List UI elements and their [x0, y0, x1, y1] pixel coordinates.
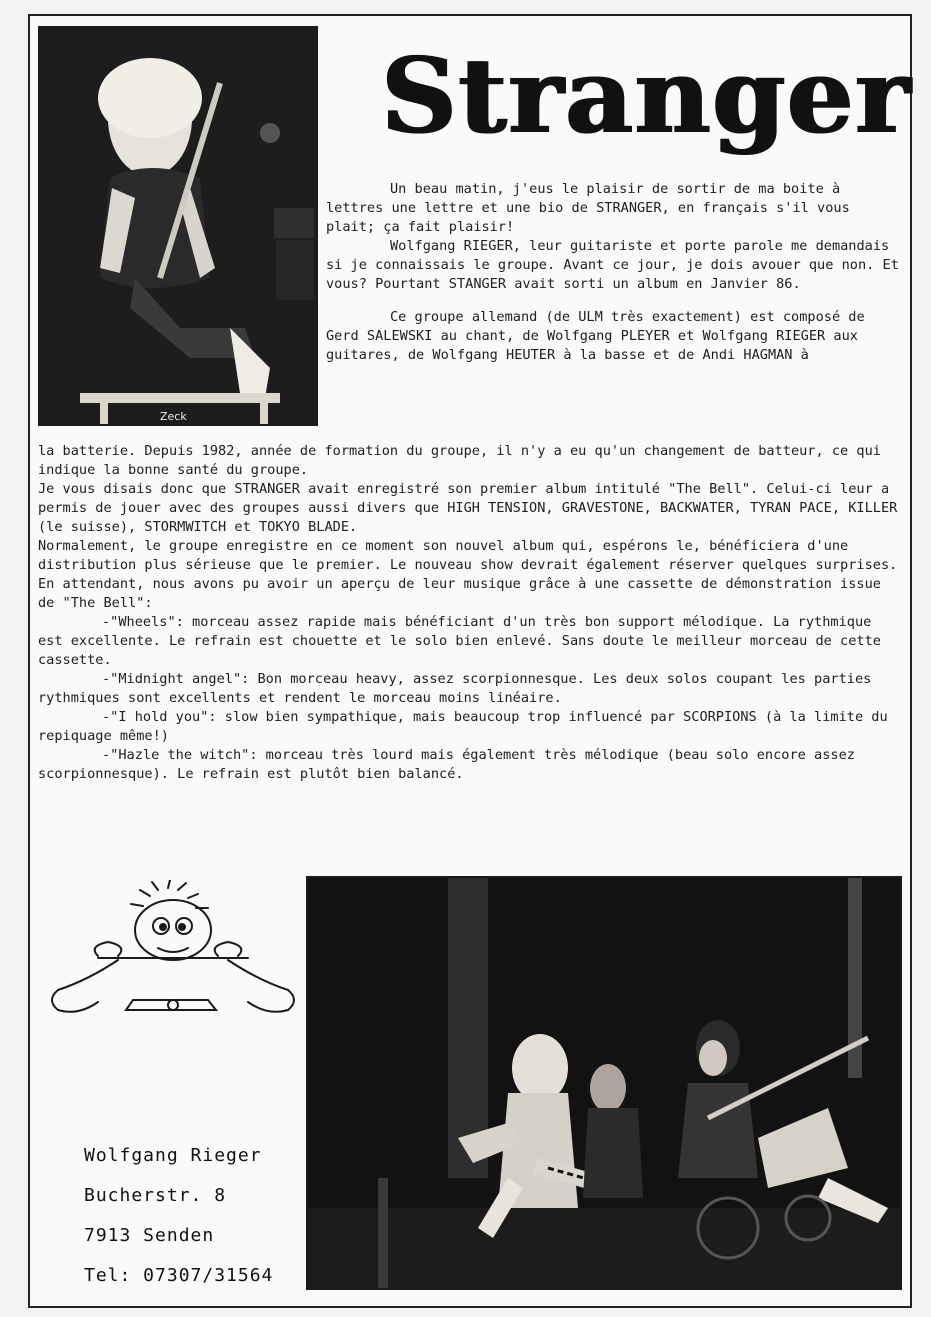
- body-paragraph-3: Normalement, le groupe enregistre en ce moment son nouvel album qui, espérons le, bénéficiera d'une distribution plus sérieuse que le premier. Le nouveau show devrait également réserver quelques surprises.: [38, 538, 898, 573]
- intro-paragraph-1: Un beau matin, j'eus le plaisir de sortir de ma boite à lettres une lettre et une bio de STRANGER, en français s'il vous plait; ça fait plaisir!: [326, 181, 850, 235]
- track-midnight-angel: -"Midnight angel": Bon morceau heavy, assez scorpionnesque. Les deux solos coupant les parties rythmiques sont excellents et rendent le morceau moins linéaire.: [38, 671, 872, 706]
- contact-city: 7913 Senden: [84, 1225, 215, 1246]
- contact-street: Bucherstr. 8: [84, 1185, 227, 1206]
- intro-text: [326, 180, 904, 365]
- intro-paragraph-3: Ce groupe allemand (de ULM très exactement) est composé de Gerd SALEWSKI au chant, de Wolfgang PLEYER et Wolfgang RIEGER aux guitares, de Wolfgang HEUTER à la basse et de Andi HAGMAN à: [326, 309, 865, 363]
- guitarist-photo: [38, 26, 318, 426]
- body-paragraph-4: En attendant, nous avons pu avoir un aperçu de leur musique grâce à une cassette de démonstration issue de "The Bell":: [38, 576, 881, 611]
- contact-phone: Tel: 07307/31564: [84, 1265, 274, 1286]
- cartoon-drawing: [38, 880, 300, 1040]
- track-wheels: -"Wheels": morceau assez rapide mais bénéficiant d'un très bon support mélodique. La rythmique est excellente. Le refrain est chouette et le solo bien enlevé. Sans doute le meilleur morceau de cette cassette.: [38, 614, 881, 668]
- body-paragraph-2: Je vous disais donc que STRANGER avait enregistré son premier album intitulé "The Bell". Celui-ci leur a permis de jouer avec des groupes aussi divers que HIGH TENSION, GRAVESTONE, BACKWATER, TYRAN PACE, KILLER (le suisse), STORMWITCH et TOKYO BLADE.: [38, 481, 898, 535]
- body-paragraph-1: la batterie. Depuis 1982, année de formation du groupe, il n'y a eu qu'un changement de batteur, ce qui indique la bonne santé du groupe.: [38, 443, 881, 478]
- intro-paragraph-2: Wolfgang RIEGER, leur guitariste et porte parole me demandais si je connaissais le groupe. Avant ce jour, je dois avouer que non. Et vous? Pourtant STANGER avait sorti un album en Janvier 86.: [326, 238, 899, 292]
- body-text: [38, 442, 904, 784]
- track-hazle-the-witch: -"Hazle the witch": morceau très lourd mais également très mélodique (beau solo encore assez scorpionnesque). Le refrain est plutôt bien balancé.: [38, 747, 855, 782]
- article-title: Stranger: [380, 34, 911, 157]
- photo-caption: Zeck: [160, 410, 187, 423]
- contact-address: [84, 1136, 273, 1296]
- track-i-hold-you: -"I hold you": slow bien sympathique, mais beaucoup trop influencé par SCORPIONS (à la limite du repiquage même!): [38, 709, 888, 744]
- band-live-photo: [306, 876, 902, 1290]
- zine-page: [28, 14, 912, 1308]
- contact-name: Wolfgang Rieger: [84, 1145, 262, 1166]
